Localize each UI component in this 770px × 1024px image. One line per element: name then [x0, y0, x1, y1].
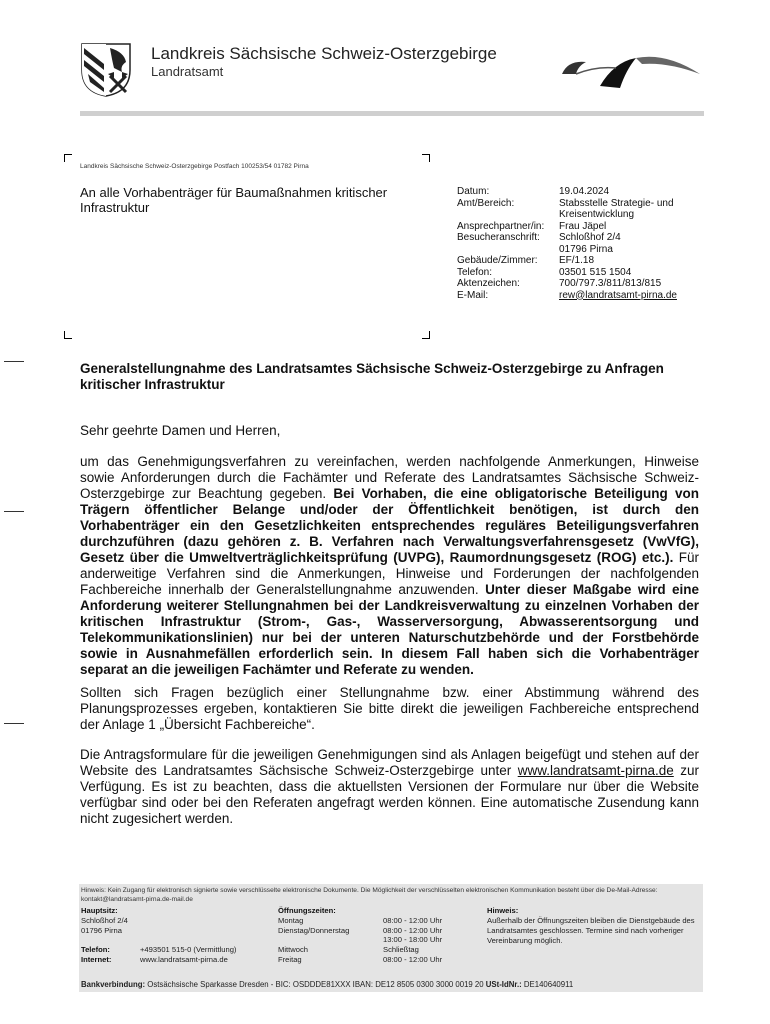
recipient-address: An alle Vorhabenträger für Baumaßnahmen kritischer Infrastruktur	[80, 185, 388, 215]
footer-hours-time: 08:00 - 12:00 Uhr	[383, 926, 443, 935]
mountain-brand-logo	[556, 52, 702, 90]
paragraph-1: um das Genehmigungsverfahren zu vereinfachen, werden nachfolgende Anmerkungen, Hinweise sowie Anforderungen durch die Fachämter und Referate des Landratsamtes Sächsische Schweiz-Osterzgebirge zur Beachtung gegeben. Bei Vorhaben, die eine obligatorische Beteiligung von Trägern öffentlicher Belange und/oder der Öffentlichkeit benötigen, ist durch den Vorhabenträger ein den Gesetzlichkeiten entsprechendes reguläres Beteiligungsverfahren durchzuführen (dazu gehören z. B. Verfahren nach Verwaltungsverfahrensgesetz (VwVfG), Gesetz über die Umweltverträglichkeitsprüfung (UVPG), Raumordnungsgesetz (ROG) etc.). Für anderweitige Verfahren sind die Anmerkungen, Hinweise und Forderungen der nachfolgenden Fachbereiche innerhalb der Generalstellungnahme anzuwenden. Unter dieser Maßgabe wird eine Anforderung weiterer Stellungnahmen bei der Landkreisverwaltung zu einzelnen Vorhaben der kritischen Infrastruktur (Strom-, Gas-, Wasserversorgung, Abwasserentsorgung und Telekommunikationslinien) nur bei der unteren Naturschutzbehörde und der Forstbehörde sowie in Ausnahmefällen erforderlich sein. In diesem Fall haben sich die Vorhabenträger separat an die jeweiligen Fachämter und Referate zu wenden.	[80, 454, 699, 677]
footer-hours-day: Montag	[278, 916, 304, 925]
footer-bank-details: Bankverbindung: Ostsächsische Sparkasse Dresden - BIC: OSDDDE81XXX IBAN: DE12 8505 0300 3000 0019 20 USt-IdNr.: DE140640911	[81, 980, 574, 989]
letter-subject: Generalstellungnahme des Landratsamtes Sächsische Schweiz-Osterzgebirge zu Anfragen kritischer Infrastruktur	[80, 361, 664, 392]
footer-note: Hinweis: Kein Zugang für elektronisch signierte sowie verschlüsselte elektronische Dokumente. Die Möglichkeit der verschlüsselten elektronischen Kommunikation besteht über die De-Mail-Adresse: kontakt@landratsamt-pirna.de-mail.de	[81, 887, 658, 903]
info-row-email: E-Mail: rew@landratsamt-pirna.de	[457, 289, 677, 301]
footer-hours-time: 08:00 - 12:00 Uhr	[383, 955, 443, 964]
footer-hours-label: Öffnungszeiten:	[278, 906, 336, 915]
footer-internet-label: Internet:	[81, 955, 112, 964]
info-row-room: Gebäude/Zimmer: EF/1.18	[457, 255, 595, 266]
address-window-corner	[422, 154, 430, 162]
footer-internet-link[interactable]: www.landratsamt-pirna.de	[140, 955, 228, 964]
sender-return-address: Landkreis Sächsische Schweiz-Osterzgebirge Postfach 100253/54 01782 Pirna	[80, 163, 309, 170]
header-divider	[80, 111, 704, 116]
address-window-corner	[422, 331, 430, 339]
paragraph-3: Die Antragsformulare für die jeweiligen Genehmigungen sind als Anlagen beigefügt und stehen auf der Website des Landratsamtes Sächsische Schweiz-Osterzgebirge unter www.landratsamt-pirna.de zur Verfügung. Es ist zu beachten, dass die aktuellsten Versionen der Formulare nur über die Website verfügbar sind oder bei den Referaten angefragt werden können. Eine automatische Zusendung kann nicht zugesichert werden.	[80, 747, 699, 826]
fold-mark	[4, 511, 24, 512]
letter-greeting: Sehr geehrte Damen und Herren,	[80, 423, 281, 438]
info-row-visitor-address-cont: 01796 Pirna	[559, 243, 613, 255]
info-row-visitor-address: Besucheranschrift: Schloßhof 2/4	[457, 232, 621, 243]
email-link[interactable]: rew@landratsamt-pirna.de	[559, 289, 677, 301]
footer-phone-label: Telefon:	[81, 945, 110, 954]
letter-info-block	[457, 186, 677, 301]
footer-hours-day: Mittwoch	[278, 945, 308, 954]
footer-hint: Hinweis: Außerhalb der Öffnungszeiten bleiben die Dienstgebäude des Landratsamtes geschlossen. Termine sind nach vorheriger Vereinbarung möglich.	[487, 906, 695, 945]
organization-subtitle: Landratsamt	[151, 64, 224, 79]
footer-hours-day: Dienstag/Donnerstag	[278, 926, 350, 935]
fold-mark	[4, 361, 24, 362]
website-link[interactable]: www.landratsamt-pirna.de	[517, 763, 674, 778]
paragraph-2: Sollten sich Fragen bezüglich einer Stellungnahme bzw. einer Abstimmung während des Planungsprozesses ergeben, kontaktieren Sie bitte direkt die jeweiligen Fachbereiche entsprechend der Anlage 1 „Übersicht Fachbereiche“.	[80, 685, 699, 732]
footer-hours-time: 08:00 - 12:00 Uhr	[383, 916, 443, 925]
info-row-department-cont: Kreisentwicklung	[559, 209, 635, 220]
info-row-file-number: Aktenzeichen: 700/797.3/811/813/815	[457, 278, 662, 289]
organization-name: Landkreis Sächsische Schweiz-Osterzgebirge	[151, 44, 497, 63]
info-row-department: Amt/Bereich: Stabsstelle Strategie- und	[457, 197, 674, 209]
fold-mark	[4, 723, 24, 724]
address-window-corner	[64, 331, 72, 339]
footer-headquarters: Hauptsitz: Schloßhof 2/4 01796 Pirna	[81, 906, 128, 935]
info-row-contact-person: Ansprechpartner/in: Frau Jäpel	[457, 220, 607, 232]
footer-phone-value: +493501 515-0 (Vermittlung)	[140, 945, 237, 954]
footer-hours-time: Schließtag	[383, 945, 419, 954]
info-row-date: Datum: 19.04.2024	[457, 186, 610, 197]
info-row-phone: Telefon: 03501 515 1504	[457, 266, 632, 278]
coat-of-arms-logo	[80, 42, 132, 98]
footer-hours-day: Freitag	[278, 955, 302, 964]
footer-hours-time: 13:00 - 18:00 Uhr	[383, 935, 443, 944]
address-window-corner	[64, 154, 72, 162]
